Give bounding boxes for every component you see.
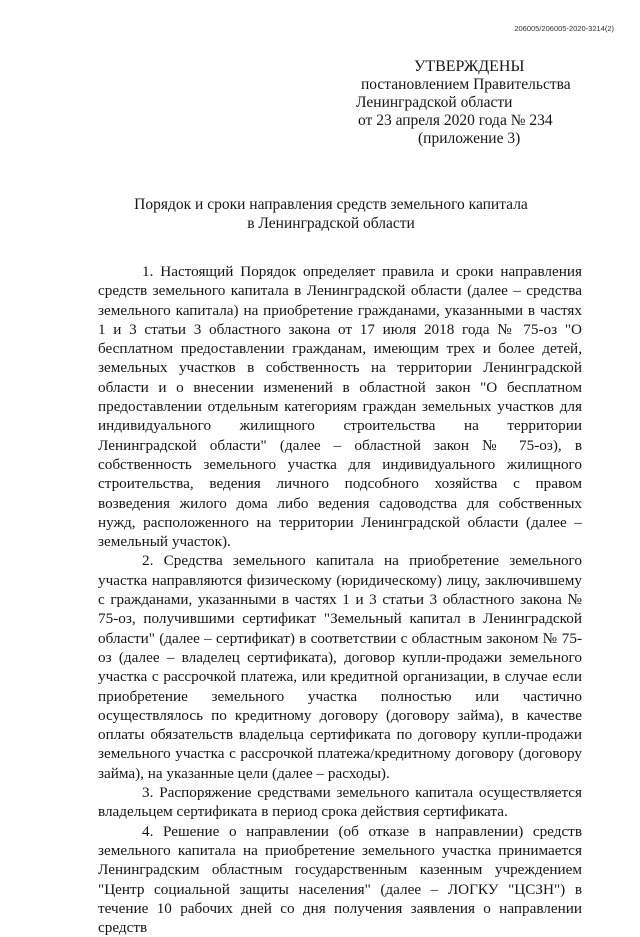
paragraph-2: 2. Средства земельного капитала на приобретение земельного участка направляются физическому (юридическому) лицу, заключившему с гражданами, указанными в частях 1 и 3 статьи 3 областного закона № 75-оз, получившими сертификат "Земельный капитал в Ленинградской области" (далее – сертификат) в соответствии с областным законом № 75-оз (далее – владелец сертификата), договор купли-продажи земельного участка с рассрочкой платежа, или кредитной организации, в случае если приобретение земельного участка полностью или частично осуществлялось по кредитному договору (договору займа), в качестве оплаты обязательств владельца сертификата по договору купли-продажи земельного участка с рассрочкой платежа/кредитному договору (договору займа), на указанные цели (далее – расходы). bbox=[98, 552, 582, 782]
approval-line-region: Ленинградской области bbox=[356, 94, 513, 111]
approved-heading: УТВЕРЖДЕНЫ bbox=[414, 58, 525, 75]
document-id: 206005/206005-2020-3214(2) bbox=[514, 24, 614, 33]
title-line-2: в Ленинградской области bbox=[247, 215, 415, 232]
paragraph-3: 3. Распоряжение средствами земельного капитала осуществляется владельцем сертификата в период срока действия сертификата. bbox=[98, 784, 582, 821]
paragraph-4: 4. Решение о направлении (об отказе в направлении) средств земельного капитала на приобретение земельного участка принимается Ленинградским областным государственным казенным учреждением "Центр социальной защиты населения" (далее – ЛОГКУ "ЦСЗН") в течение 10 рабочих дней со дня получения заявления о направлении средств bbox=[98, 822, 582, 937]
document-body bbox=[98, 262, 582, 937]
title-line-1: Порядок и сроки направления средств земельного капитала bbox=[134, 196, 528, 213]
approval-block bbox=[350, 58, 580, 148]
approval-line-appendix: (приложение 3) bbox=[418, 130, 521, 147]
document-title bbox=[96, 195, 566, 233]
paragraph-1: 1. Настоящий Порядок определяет правила и сроки направления средств земельного капитала в Ленинградской области (далее – средства земельного капитала) на приобретение гражданами, указанными в частях 1 и 3 статьи 3 областного закона от 17 июля 2018 года № 75-оз "О бесплатном предоставлении гражданам, имеющим трех и более детей, земельных участков в собственность на территории Ленинградской области и о внесении изменений в областной закон "О бесплатном предоставлении отдельным категориям граждан земельных участков для индивидуального жилищного строительства на территории Ленинградской области" (далее – областной закон № 75-оз), в собственность земельного участка для индивидуального жилищного строительства, ведения личного подсобного хозяйства с правом возведения жилого дома либо ведения садоводства для собственных нужд, расположенного на территории Ленинградской области (далее – земельный участок). bbox=[98, 263, 582, 551]
approval-line-resolution: постановлением Правительства bbox=[361, 76, 571, 93]
approval-line-date: от 23 апреля 2020 года № 234 bbox=[358, 112, 553, 129]
